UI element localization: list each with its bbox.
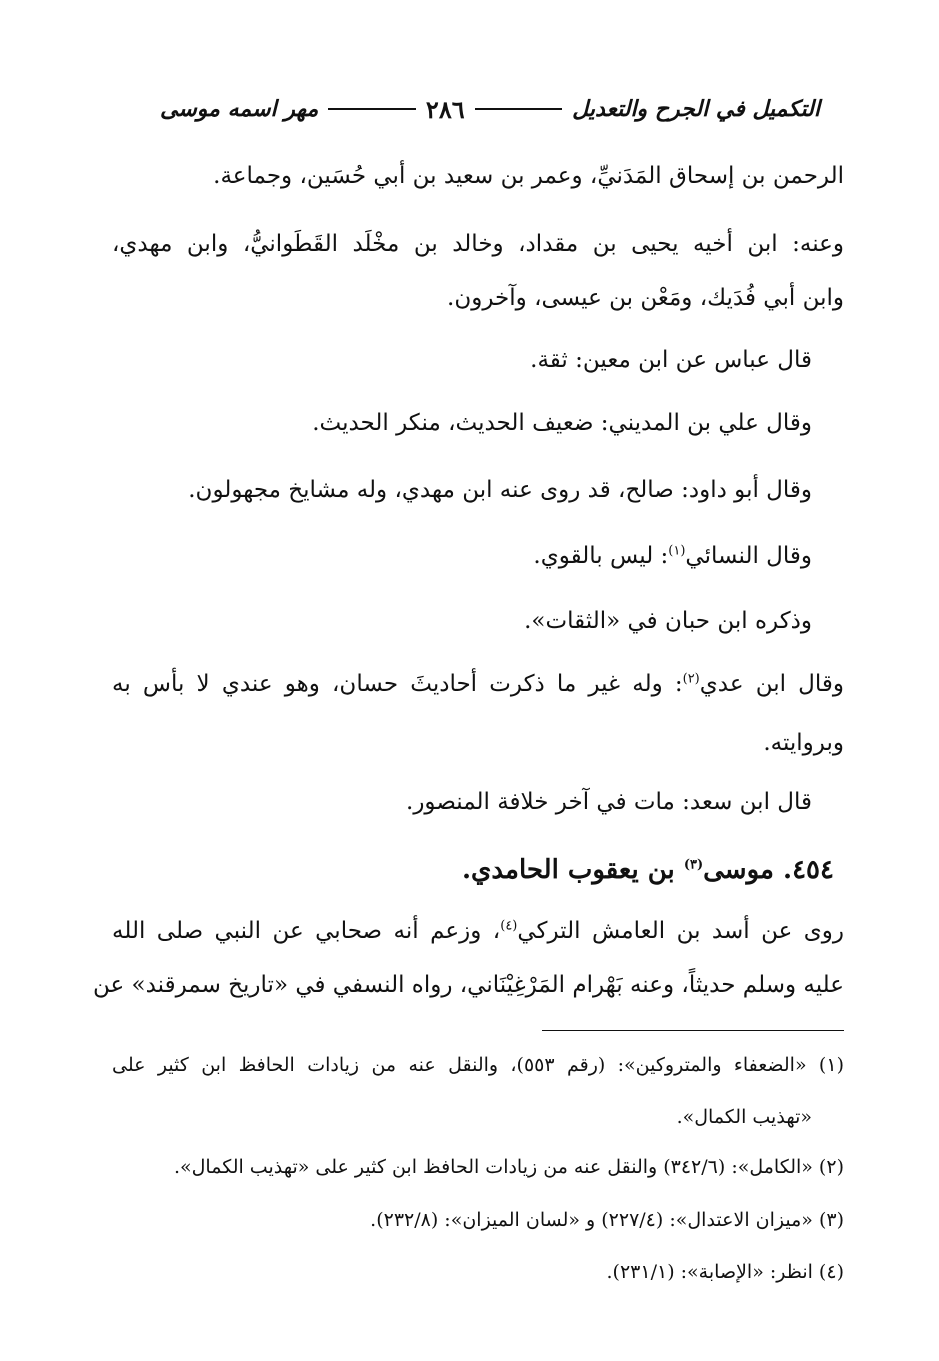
footnote-2: (٢) «الكامل»: (٣٤٢/٦) والنقل عنه من زيادات الحافظ ابن كثير على «تهذيب الكمال».: [173, 1156, 844, 1178]
text-line: وبروايته.: [763, 730, 844, 756]
footnote-divider: [542, 1030, 844, 1031]
header-rule: [328, 108, 416, 110]
footnote-1-continued: «تهذيب الكمال».: [676, 1106, 812, 1128]
text-line: الرحمن بن إسحاق المَدَنيِّ، وعمر بن سعيد بن أبي حُسَين، وجماعة.: [213, 163, 844, 189]
entry-heading: [462, 850, 834, 890]
entry-name-rest: بن يعقوب الحامدي.: [461, 855, 675, 885]
text-line: وذكره ابن حبان في «الثقات».: [524, 608, 812, 634]
text-line: وقال علي بن المديني: ضعيف الحديث، منكر الحديث.: [312, 410, 812, 436]
text-segment: وقال ابن عدي: [699, 671, 844, 697]
running-header: [160, 92, 820, 126]
text-segment: وقال النسائي: [685, 543, 812, 569]
footnote-1: (١) «الضعفاء والمتروكين»: (رقم ٥٥٣)، والنقل عنه من زيادات الحافظ ابن كثير على: [112, 1054, 844, 1076]
footnote-ref: (٣): [683, 857, 704, 873]
text-segment: روى عن أسد بن العامش التركي: [517, 918, 844, 944]
footnote-3: (٣) «ميزان الاعتدال»: (٢٢٧/٤) و «لسان الميزان»: (٢٣٢/٨).: [370, 1209, 844, 1231]
text-line: وابن أبي فُدَيك، ومَعْن بن عيسى، وآخرون.: [447, 285, 844, 311]
text-line: [112, 666, 844, 702]
entry-number: ٤٥٤.: [783, 855, 834, 885]
footnote-ref: (٤): [500, 918, 518, 934]
entry-name: موسى: [703, 855, 774, 885]
text-line: وقال أبو داود: صالح، قد روى عنه ابن مهدي، وله مشايخ مجهولون.: [188, 477, 812, 503]
page-number: ٢٨٦: [425, 94, 465, 124]
text-segment: : وله غير ما ذكرت أحاديثَ حسان، وهو عندي لا بأس به: [112, 671, 683, 697]
text-line: [533, 538, 812, 574]
book-title: التكميل في الجرح والتعديل: [572, 96, 820, 122]
footnote-4: (٤) انظر: «الإصابة»: (٢٣١/١).: [606, 1261, 844, 1283]
footnote-ref: (١): [668, 543, 686, 559]
header-rule: [475, 108, 563, 110]
text-line: وعنه: ابن أخيه يحيى بن مقداد، وخالد بن مخْلَد القَطَوانيُّ، وابن مهدي،: [112, 231, 844, 257]
footnote-ref: (٢): [682, 671, 700, 687]
text-segment: : ليس بالقوي.: [533, 543, 669, 569]
text-line: عليه وسلم حديثاً، وعنه بَهْرام المَرْغِيْنَاني، رواه النسفي في «تاريخ سمرقند» عن: [92, 972, 844, 998]
section-title: مهر اسمه موسى: [159, 96, 319, 122]
text-line: قال عباس عن ابن معين: ثقة.: [530, 347, 812, 373]
text-segment: ، وزعم أنه صحابي عن النبي صلى الله: [112, 918, 501, 944]
text-line: [112, 913, 844, 949]
text-line: قال ابن سعد: مات في آخر خلافة المنصور.: [406, 789, 812, 815]
